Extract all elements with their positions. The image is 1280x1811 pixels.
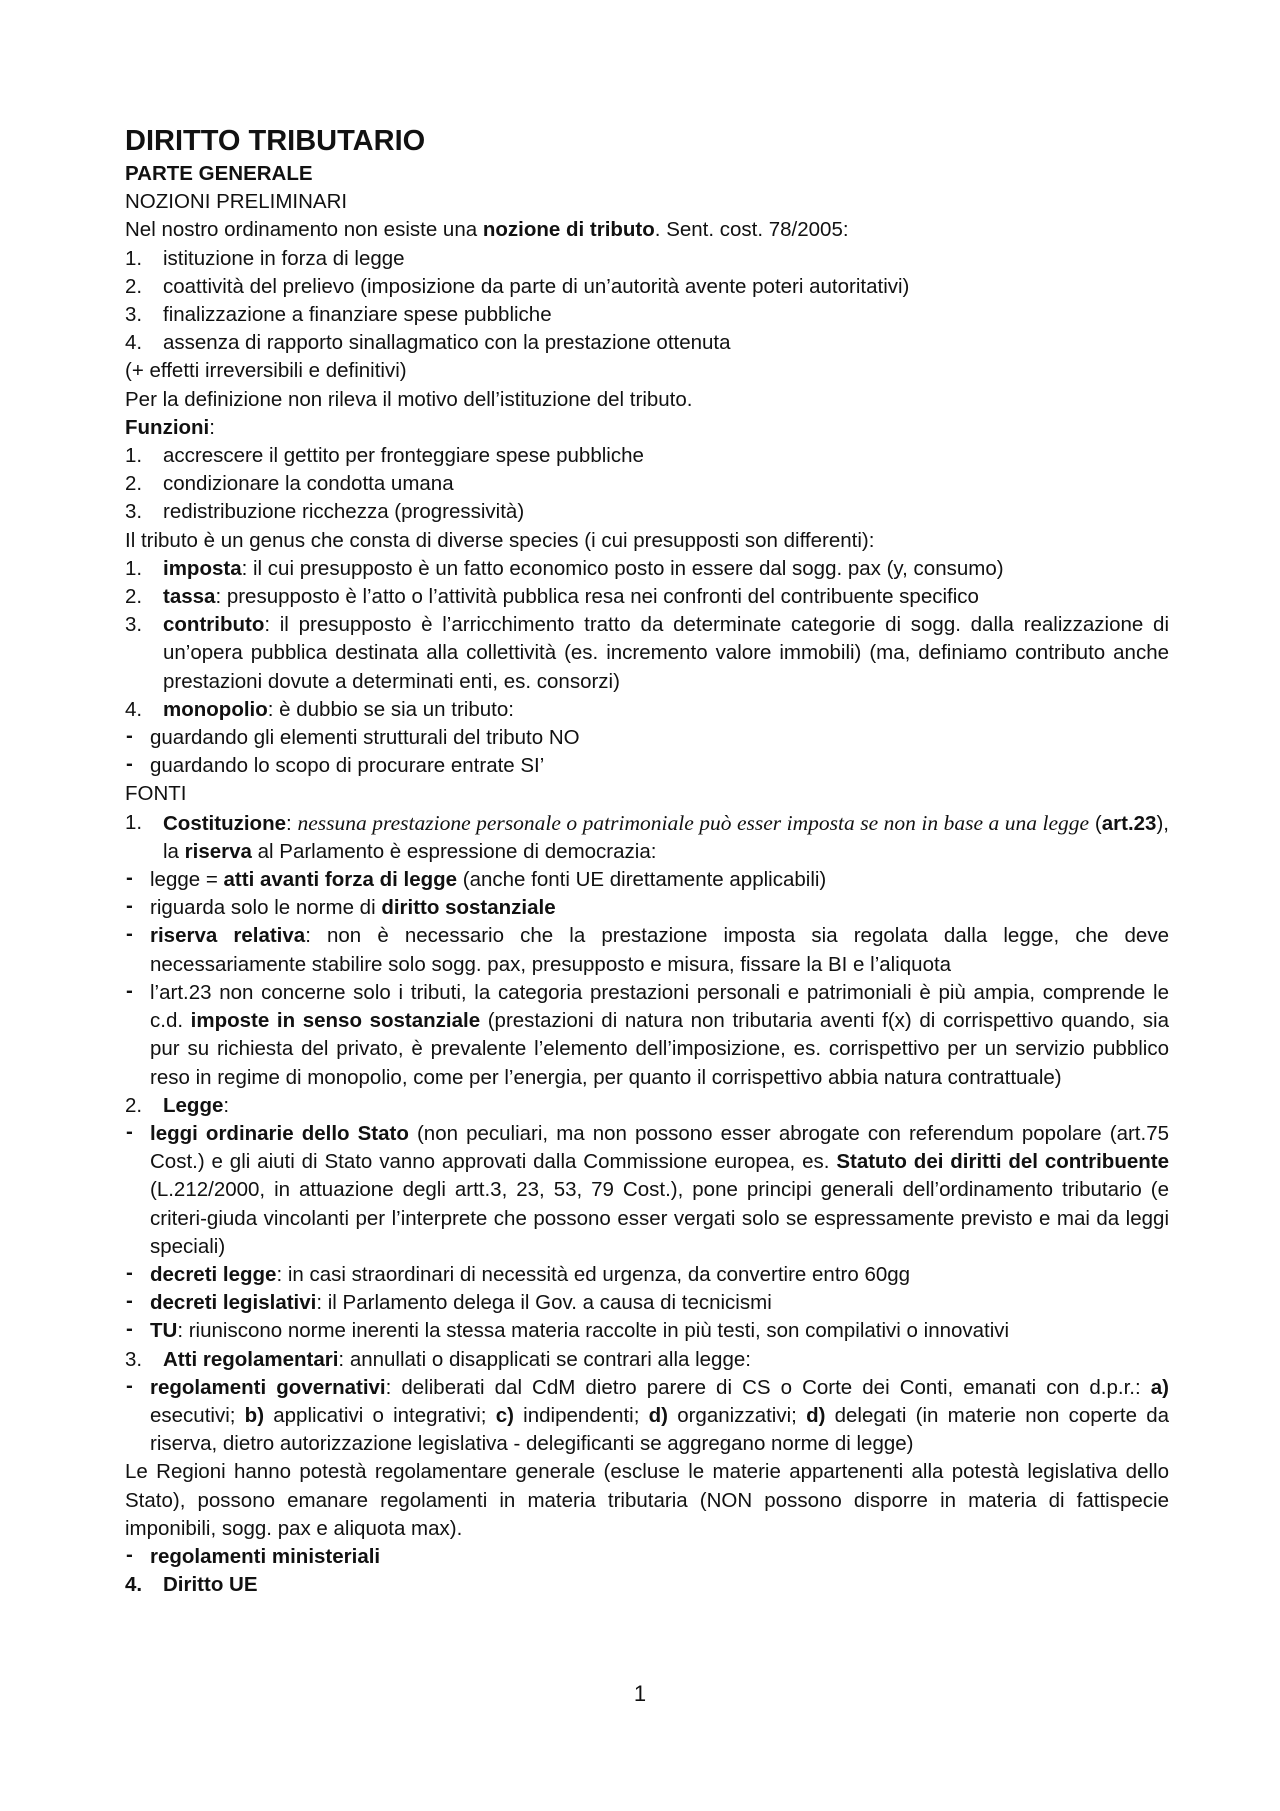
list-item-diritto-ue: 4. Diritto UE xyxy=(125,1573,258,1597)
dash-item: - guardando gli elementi strutturali del tributo NO xyxy=(126,724,580,750)
list-item: 2. tassa: presupposto è l’atto o l’attività pubblica resa nei confronti del contribuente specifico xyxy=(125,585,979,609)
list-item-legge: 2. Legge: xyxy=(125,1093,230,1117)
list-item: 3. redistribuzione ricchezza (progressività) xyxy=(125,500,525,524)
functions-list xyxy=(125,442,1169,527)
genus-paragraph: Il tributo è un genus che consta di diverse species (i cui presupposti son differenti): xyxy=(125,528,875,552)
dash-item: - regolamenti governativi: deliberati dal CdM dietro parere di CS o Corte dei Conti, emanati con d.p.r.: a) esecutivi; b) applicativi o integrativi; c) indipendenti; d) organizzativi; d) delegati (in materie non coperte da riserva, dietro autorizzazione legislativa - delegificanti se aggregano norme di legge) xyxy=(126,1373,1170,1456)
fonti-heading: FONTI xyxy=(125,782,187,806)
intro-paragraph: Nel nostro ordinamento non esiste una nozione di tributo. Sent. cost. 78/2005: xyxy=(125,218,849,242)
dash-item: - riserva relativa: non è necessario che la prestazione imposta sia regolata dalla legge, che deve necessariamente stabilire solo sogg. pax, presupposto e misura, fissare la BI e l’aliquota xyxy=(126,922,1169,976)
dash-item: - legge = atti avanti forza di legge (anche fonti UE direttamente applicabili) xyxy=(126,866,827,892)
list-item: 3. contributo: il presupposto è l’arricchimento tratto da determinate categorie di sogg. dalla realizzazione di un’opera pubblica destinata alla collettività (es. incremento valore immobili) (ma, definiamo contributo anche prestazioni dovute a determinati enti, es. consorzi) xyxy=(125,613,1169,693)
section-heading: PARTE GENERALE xyxy=(125,162,313,185)
dash-item: - decreti legge: in casi straordinari di necessità ed urgenza, da convertire entro 60gg xyxy=(126,1260,911,1286)
functions-heading: Funzioni: xyxy=(125,415,215,439)
regioni-paragraph: Le Regioni hanno potestà regolamentare generale (escluse le materie appartenenti alla potestà legislativa dello Stato), possono emanare regolamenti in materia tributaria (NON possono disporre in materia di fattispecie imponibili, sogg. pax e aliquota max). xyxy=(125,1460,1169,1540)
list-item: 2. condizionare la condotta umana xyxy=(125,472,454,496)
list-item: 1. accrescere il gettito per fronteggiare spese pubbliche xyxy=(125,444,644,468)
dash-item: - regolamenti ministeriali xyxy=(126,1542,381,1568)
subsection-heading: NOZIONI PRELIMINARI xyxy=(125,190,348,214)
species-list xyxy=(125,555,1169,724)
requirements-list xyxy=(125,245,1169,358)
dash-item: - guardando lo scopo di procurare entrate SI’ xyxy=(126,752,545,778)
requirements-note: (+ effetti irreversibili e definitivi) xyxy=(125,359,407,383)
page-number: 1 xyxy=(633,1681,647,1706)
list-item: 1. imposta: il cui presupposto è un fatto economico posto in essere dal sogg. pax (y, consumo) xyxy=(125,556,1004,580)
dash-item: - leggi ordinarie dello Stato (non peculiari, ma non possono esser abrogate con referendum popolare (art.75 Cost.) e gli aiuti di Stato vanno approvati dalla Commissione europea, es. Statuto dei diritti del contribuente (L.212/2000, in attuazione degli artt.3, 23, 53, 79 Cost.), pone principi generali dell’ordinamento tributario (e criteri-giuda vincolanti per l’interprete che possono esser vergati solo se espressamente previsto e mai da leggi speciali) xyxy=(126,1119,1169,1258)
list-item-atti: 3. Atti regolamentari: annullati o disapplicati se contrari alla legge: xyxy=(125,1347,751,1371)
dash-item: - TU: riuniscono norme inerenti la stessa materia raccolte in più testi, son compilativi o innovativi xyxy=(126,1317,1010,1343)
list-item: 4. assenza di rapporto sinallagmatico con la prestazione ottenuta xyxy=(125,331,731,355)
list-item: 3. finalizzazione a finanziare spese pubbliche xyxy=(125,303,552,327)
document-page xyxy=(125,124,1169,1599)
list-item: 2. coattività del prelievo (imposizione da parte di un’autorità avente poteri autoritativi) xyxy=(125,274,910,298)
list-item: 4. monopolio: è dubbio se sia un tributo: xyxy=(125,697,514,721)
document-title: DIRITTO TRIBUTARIO xyxy=(125,125,426,157)
dash-item: - l’art.23 non concerne solo i tributi, la categoria prestazioni personali e patrimoniali è più ampia, comprende le c.d. imposte in senso sostanziale (prestazioni di natura non tributaria aventi f(x) di corrispettivo quando, sia pur su richiesta del privato, è prevalente l’elemento dell’imposizione, es. corrispettivo per un servizio pubblico reso in regime di monopolio, come per l’energia, per quanto il corrispettivo abbia natura contrattuale) xyxy=(126,978,1169,1089)
list-item: 1. istituzione in forza di legge xyxy=(125,246,405,270)
dash-item: - decreti legislativi: il Parlamento delega il Gov. a causa di tecnicismi xyxy=(126,1289,772,1315)
dash-item: - riguarda solo le norme di diritto sostanziale xyxy=(126,894,556,920)
definition-note: Per la definizione non rileva il motivo dell’istituzione del tributo. xyxy=(125,387,693,411)
list-item-costituzione: 1. Costituzione: nessuna prestazione personale o patrimoniale può esser imposta se non in base a una legge (art.23), la riserva al Parlamento è espressione di democrazia: xyxy=(125,810,1169,863)
